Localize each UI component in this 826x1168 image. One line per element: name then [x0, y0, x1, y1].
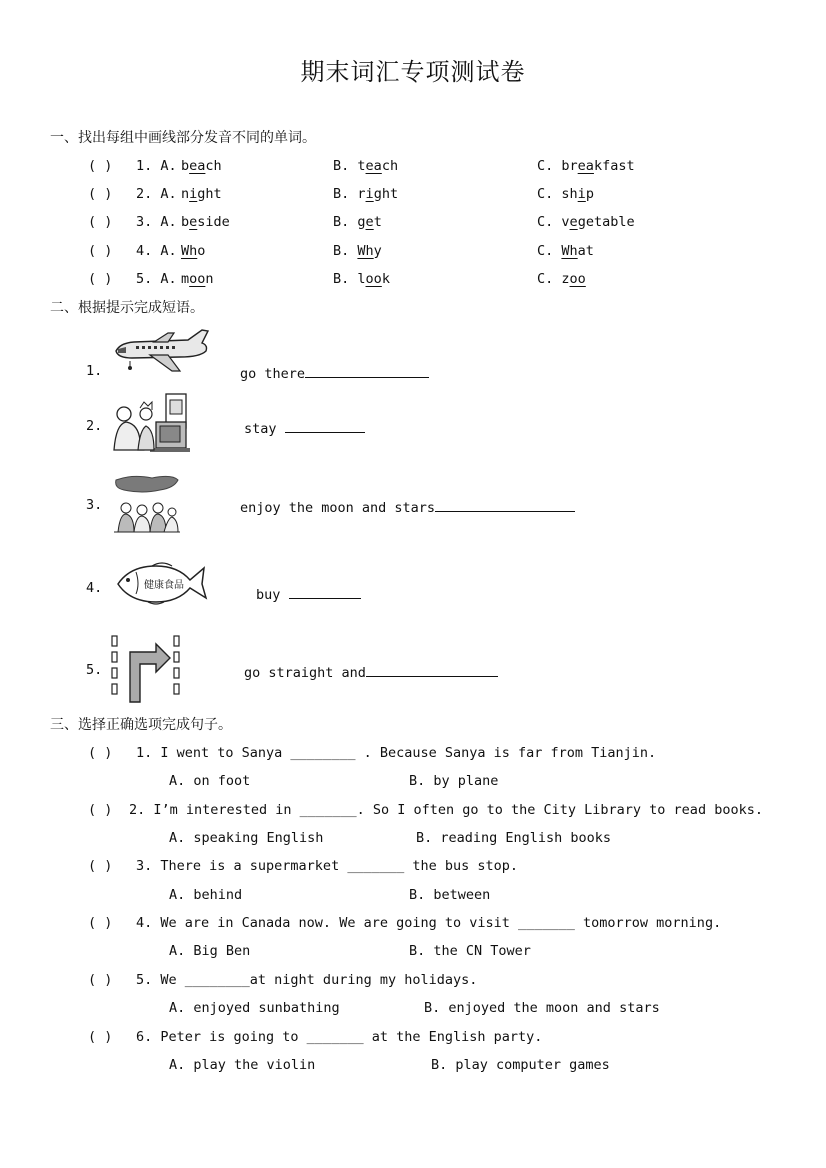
question-text: 4. We are in Canada now. We are going to visit _______ tomorrow morning.	[136, 915, 722, 931]
answer-blank-1[interactable]	[305, 363, 429, 378]
answer-paren[interactable]: ( )	[88, 1029, 113, 1045]
question-number: 1. A.	[136, 158, 177, 174]
answer-paren[interactable]: ( )	[88, 214, 113, 230]
question-text: 5. We ________at night during my holidays.	[136, 972, 478, 988]
option-label: B.	[333, 214, 350, 230]
option-label: C.	[537, 186, 554, 202]
word-part: t	[357, 158, 366, 174]
option-b[interactable]: B. between	[409, 887, 491, 903]
option-word	[333, 271, 390, 287]
option-label: C.	[537, 271, 554, 287]
word-part: m	[181, 271, 190, 287]
answer-paren[interactable]: ( )	[88, 915, 113, 931]
answer-paren[interactable]: ( )	[88, 186, 113, 202]
option-a[interactable]: A. play the violin	[169, 1057, 316, 1073]
option-word	[333, 158, 398, 174]
word-part: g	[357, 214, 366, 230]
phrase-number-3: 3.	[86, 497, 103, 513]
option-label: C.	[537, 214, 554, 230]
answer-blank-4[interactable]	[289, 584, 361, 599]
word-part: r	[357, 186, 366, 202]
answer-blank-2[interactable]	[285, 418, 365, 433]
underlined-letters: i	[189, 186, 198, 202]
option-word	[333, 214, 382, 230]
option-word	[333, 243, 382, 259]
option-b[interactable]: B. play computer games	[431, 1057, 610, 1073]
option-label: C.	[537, 243, 554, 259]
word-part: ch	[205, 158, 222, 174]
phrase-number-5: 5.	[86, 662, 103, 678]
question-number: 4. A.	[136, 243, 177, 259]
word-part: o	[197, 243, 206, 259]
word-part: t	[373, 214, 382, 230]
question-number: 5. A.	[136, 271, 177, 287]
word-part: b	[181, 158, 190, 174]
question-text: 2. I’m interested in _______. So I often go to the City Library to read books.	[129, 802, 763, 818]
people-under-night-sky-icon	[112, 474, 182, 536]
answer-paren[interactable]: ( )	[88, 158, 113, 174]
underlined-letters: Wh	[561, 243, 578, 259]
underlined-letters: e	[365, 214, 374, 230]
question-number: 2. A.	[136, 186, 177, 202]
option-a[interactable]: A. behind	[169, 887, 243, 903]
word-part: n	[205, 271, 214, 287]
airplane-icon	[110, 327, 212, 375]
option-word	[537, 243, 594, 259]
option-word	[181, 186, 222, 202]
phrase-number-2: 2.	[86, 418, 103, 434]
underlined-letters: Wh	[181, 243, 198, 259]
phrase-line-2	[244, 418, 365, 437]
underlined-letters: i	[365, 186, 374, 202]
phrase-text-1: go there	[240, 366, 306, 382]
phrase-text-2: stay	[244, 421, 285, 437]
word-part: k	[381, 271, 390, 287]
underlined-letters: e	[569, 214, 578, 230]
option-label: B.	[333, 186, 350, 202]
option-word	[537, 186, 594, 202]
option-label: B.	[333, 158, 350, 174]
question-text: 1. I went to Sanya ________ . Because Sanya is far from Tianjin.	[136, 745, 657, 761]
answer-blank-3[interactable]	[435, 497, 575, 512]
underlined-letters: oo	[569, 271, 586, 287]
option-word	[181, 243, 205, 259]
option-a[interactable]: A. enjoyed sunbathing	[169, 1000, 340, 1016]
phrase-number-4: 4.	[86, 580, 103, 596]
underlined-letters: ea	[577, 158, 594, 174]
section2-heading: 二、根据提示完成短语。	[50, 300, 204, 316]
option-word	[181, 158, 222, 174]
healthy-fish-icon	[112, 560, 208, 606]
section1-heading: 一、找出每组中画线部分发音不同的单词。	[50, 130, 316, 146]
option-b[interactable]: B. the CN Tower	[409, 943, 531, 959]
option-a[interactable]: A. Big Ben	[169, 943, 251, 959]
word-part: p	[585, 186, 594, 202]
phrase-text-4: buy	[256, 587, 289, 603]
word-part: v	[561, 214, 570, 230]
option-b[interactable]: B. reading English books	[416, 830, 612, 846]
word-part: side	[197, 214, 230, 230]
option-word	[181, 214, 230, 230]
word-part: l	[357, 271, 366, 287]
word-part: ght	[197, 186, 222, 202]
option-b[interactable]: B. by plane	[409, 773, 499, 789]
question-text: 6. Peter is going to _______ at the English party.	[136, 1029, 543, 1045]
page-title: 期末词汇专项测试卷	[300, 58, 526, 86]
underlined-letters: oo	[365, 271, 382, 287]
answer-paren[interactable]: ( )	[88, 745, 113, 761]
option-word	[537, 214, 635, 230]
word-part: getable	[577, 214, 635, 230]
phrase-line-4	[256, 584, 361, 603]
word-part: b	[181, 214, 190, 230]
option-word	[333, 186, 398, 202]
option-label: C.	[537, 158, 554, 174]
answer-blank-5[interactable]	[366, 662, 498, 677]
answer-paren[interactable]: ( )	[88, 802, 113, 818]
phrase-line-1	[240, 363, 429, 382]
word-part: n	[181, 186, 190, 202]
answer-paren[interactable]: ( )	[88, 243, 113, 259]
word-part: br	[561, 158, 578, 174]
option-a[interactable]: A. on foot	[169, 773, 251, 789]
option-label: B.	[333, 271, 350, 287]
answer-paren[interactable]: ( )	[88, 858, 113, 874]
word-part: kfast	[593, 158, 635, 174]
option-word	[537, 158, 635, 174]
phrase-line-3	[240, 497, 575, 516]
phrase-number-1: 1.	[86, 363, 103, 379]
answer-paren[interactable]: ( )	[88, 271, 113, 287]
underlined-letters: ea	[365, 158, 382, 174]
word-part: y	[373, 243, 382, 259]
word-part: at	[577, 243, 594, 259]
underlined-letters: Wh	[357, 243, 374, 259]
word-part: ch	[381, 158, 399, 174]
fish-label: 健康食品	[144, 580, 184, 591]
option-b[interactable]: B. enjoyed the moon and stars	[424, 1000, 660, 1016]
section3-heading: 三、选择正确选项完成句子。	[50, 717, 232, 733]
word-part: ght	[373, 186, 399, 202]
word-part: z	[561, 271, 570, 287]
answer-paren[interactable]: ( )	[88, 972, 113, 988]
word-part: sh	[561, 186, 578, 202]
question-text: 3. There is a supermarket _______ the bus stop.	[136, 858, 519, 874]
question-number: 3. A.	[136, 214, 177, 230]
boy-watching-tv-icon	[110, 392, 190, 456]
turn-right-arrow-icon	[110, 634, 184, 704]
option-label: B.	[333, 243, 350, 259]
underlined-letters: i	[577, 186, 586, 202]
option-word	[181, 271, 214, 287]
phrase-text-3: enjoy the moon and stars	[240, 500, 436, 516]
phrase-text-5: go straight and	[244, 665, 366, 681]
option-a[interactable]: A. speaking English	[169, 830, 324, 846]
underlined-letters: oo	[189, 271, 206, 287]
phrase-line-5	[244, 662, 498, 681]
underlined-letters: e	[189, 214, 198, 230]
underlined-letters: ea	[189, 158, 206, 174]
option-word	[537, 271, 586, 287]
